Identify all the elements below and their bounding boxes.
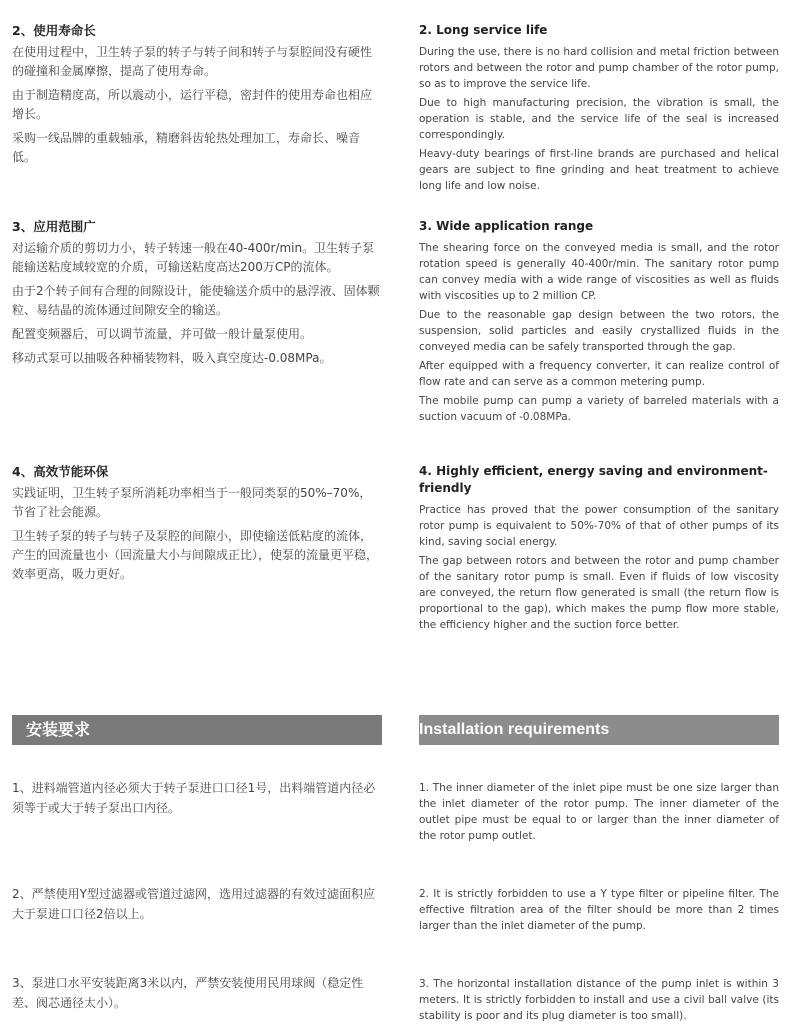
paragraph: Heavy-duty bearings of first-line brands are purchased and helical gears are subject to fine grinding and heat treatment to achieve long life and low noise. <box>419 148 779 192</box>
section-2-zh <box>12 22 382 172</box>
paragraph: After equipped with a frequency converter, it can realize control of flow rate and can serve as a common metering pump. <box>419 360 779 388</box>
paragraph: Practice has proved that the power consumption of the sanitary rotor pump is equivalent to 50%-70% of that of other pumps of its kind, saving social energy. <box>419 504 779 548</box>
paragraph: The gap between rotors and between the rotor and pump chamber of the sanitary rotor pump is small. Even if fluids of low viscosity are conveyed, the return flow generated is small (the return flow is proportional to the gap), which makes the pump flow more stable, the efficiency higher and the suction force better. <box>419 555 779 631</box>
paragraph: 采购一线品牌的重载轴承，精磨斜齿轮热处理加工，寿命长、噪音低。 <box>12 131 361 164</box>
paragraph: 配置变频器后，可以调节流量，并可做一般计量泵使用。 <box>12 327 313 341</box>
section-title: 4、高效节能环保 <box>12 464 109 479</box>
install-item: 2、严禁使用Y型过滤器或管道过滤网，选用过滤器的有效过滤面积应大于泵进口口径2倍以上。 <box>12 887 375 921</box>
section-2-en <box>419 22 779 197</box>
section-4-en <box>419 463 779 636</box>
install-item-1-zh <box>12 778 382 818</box>
section-4-zh <box>12 463 382 589</box>
section-3-zh <box>12 218 382 373</box>
install-item-2-zh <box>12 884 382 924</box>
banner-title-zh: 安装要求 <box>12 715 382 745</box>
install-item-3-en <box>419 976 779 1024</box>
install-item: 2. It is strictly forbidden to use a Y type filter or pipeline filter. The effective filtration area of the filter should be more than 2 times larger than the inlet diameter of the pump. <box>419 888 779 932</box>
install-item: 3. The horizontal installation distance of the pump inlet is within 3 meters. It is strictly forbidden to install and use a civil ball valve (its stability is poor and its plug diameter is too small). <box>419 978 779 1022</box>
paragraph: Due to high manufacturing precision, the vibration is small, the operation is stable, and the service life of the seal is increased correspondingly. <box>419 97 779 141</box>
install-item: 1、进料端管道内径必须大于转子泵进口口径1号，出料端管道内径必须等于或大于转子泵出口内径。 <box>12 781 376 815</box>
section-title: 3、应用范围广 <box>12 219 96 234</box>
paragraph: 在使用过程中，卫生转子泵的转子与转子间和转子与泵腔间没有硬性的碰撞和金属摩擦，提高了使用寿命。 <box>12 45 373 78</box>
banner-divider <box>382 715 419 745</box>
paragraph: Due to the reasonable gap design between the two rotors, the suspension, solid particles and easily crystallized fluids in the conveyed media can be safely transported through the gap. <box>419 309 779 353</box>
paragraph: The mobile pump can pump a variety of barreled materials with a suction vacuum of -0.08MPa. <box>419 395 779 423</box>
paragraph: The shearing force on the conveyed media is small, and the rotor rotation speed is generally 40-400r/min. The sanitary rotor pump can convey media with a wide range of viscosities as well as fluids with viscosities up to 2 million CP. <box>419 242 779 302</box>
paragraph: 对运输介质的剪切力小，转子转速一般在40-400r/min。卫生转子泵能输送粘度域较宽的介质，可输送粘度高达200万CP的流体。 <box>12 241 375 274</box>
install-item-2-en <box>419 886 779 934</box>
install-item-3-zh <box>12 973 382 1013</box>
installation-banner <box>12 715 779 745</box>
section-title: 2. Long service life <box>419 23 548 37</box>
install-item: 1. The inner diameter of the inlet pipe must be one size larger than the inlet diameter of the rotor pump. The inner diameter of the outlet pipe must be equal to or larger than the inner diameter of the rotor pump outlet. <box>419 782 779 842</box>
section-3-en <box>419 218 779 428</box>
paragraph: 移动式泵可以抽吸各种桶装物料，吸入真空度达-0.08MPa。 <box>12 351 332 365</box>
install-item: 3、泵进口水平安装距离3米以内，严禁安装使用民用球阀（稳定性差、阀芯通径太小）。 <box>12 976 364 1010</box>
paragraph: During the use, there is no hard collision and metal friction between rotors and between the rotor and pump chamber of the rotor pump, so as to improve the service life. <box>419 46 779 90</box>
banner-title-en: Installation requirements <box>419 715 779 745</box>
install-item-1-en <box>419 780 779 844</box>
paragraph: 由于2个转子间有合理的间隙设计，能使输送介质中的悬浮液、固体颗粒、易结晶的流体通过间隙安全的输送。 <box>12 284 380 317</box>
section-title: 3. Wide application range <box>419 219 594 233</box>
paragraph: 由于制造精度高，所以震动小，运行平稳，密封件的使用寿命也相应增长。 <box>12 88 373 121</box>
paragraph: 实践证明，卫生转子泵所消耗功率相当于一般同类泵的50%–70%，节省了社会能源。 <box>12 486 372 519</box>
section-title: 4. Highly efficient, energy saving and environment-friendly <box>419 464 768 495</box>
section-title: 2、使用寿命长 <box>12 23 96 38</box>
paragraph: 卫生转子泵的转子与转子及泵腔的间隙小，即使输送低粘度的流体，产生的回流量也小（回流量大小与间隙成正比），使泵的流量更平稳，效率更高，吸力更好。 <box>12 529 379 581</box>
